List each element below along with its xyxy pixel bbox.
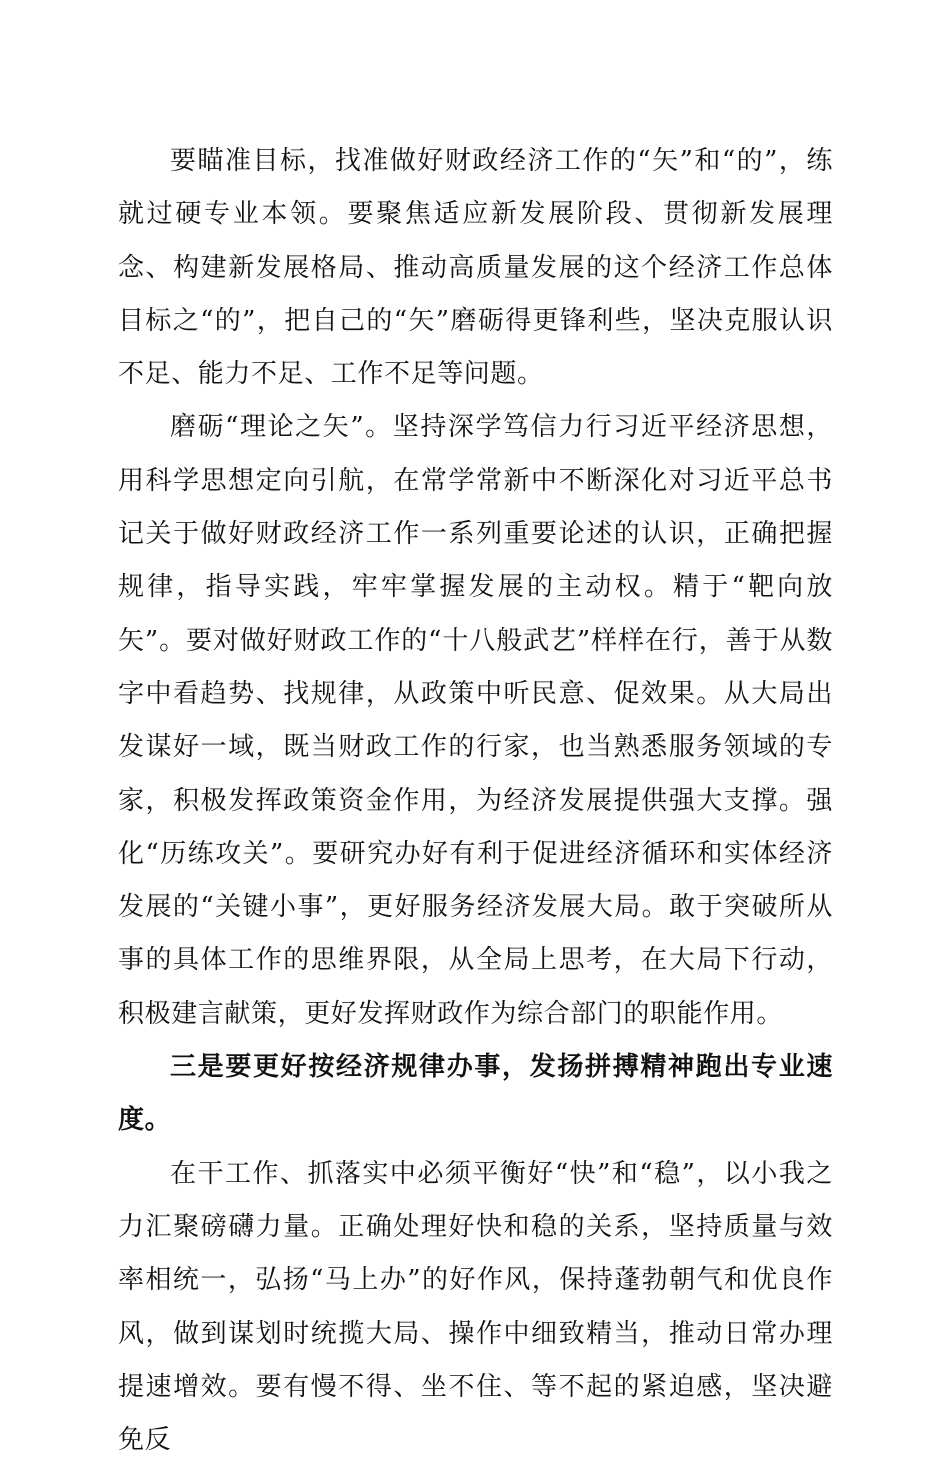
paragraph-balance-speed: 在干工作、抓落实中必须平衡好“快”和“稳”，以小我之力汇聚磅礴力量。正确处理好快和稳的关系，坚持质量与效率相统一，弘扬“马上办”的好作风，保持蓬勃朝气和优良作风，做到谋划时统揽大局、操作中细致精当，推动日常办理提速增效。要有慢不得、坐不住、等不起的紧迫感，坚决避免反 — [118, 1158, 833, 1456]
paragraph-aim-target: 要瞄准目标，找准做好财政经济工作的“矢”和“的”，练就过硬专业本领。要聚焦适应新发展阶段、贯彻新发展理念、构建新发展格局、推动高质量发展的这个经济工作总体目标之“的”，把自己的“矢”磨砺得更锋利些，坚决克服认识不足、能力不足、工作不足等问题。 — [118, 146, 833, 390]
document-body — [118, 135, 833, 1467]
paragraph-sharpen-theory: 磨砺“理论之矢”。坚持深学笃信力行习近平经济思想，用科学思想定向引航，在常学常新中不断深化对习近平总书记关于做好财政经济工作一系列重要论述的认识，正确把握规律，指导实践，牢牢掌握发展的主动权。精于“靶向放矢”。要对做好财政工作的“十八般武艺”样样在行，善于从数字中看趋势、找规律，从政策中听民意、促效果。从大局出发谋好一域，既当财政工作的行家，也当熟悉服务领域的专家，积极发挥政策资金作用，为经济发展提供强大支撑。强化“历练攻关”。要研究办好有利于促进经济循环和实体经济发展的“关键小事”，更好服务经济发展大局。敢于突破所从事的具体工作的思维界限，从全局上思考，在大局下行动，积极建言献策，更好发挥财政作为综合部门的职能作用。 — [118, 412, 833, 1029]
section-heading-three: 三是要更好按经济规律办事，发扬拼搏精神跑出专业速度。 — [118, 1052, 833, 1136]
